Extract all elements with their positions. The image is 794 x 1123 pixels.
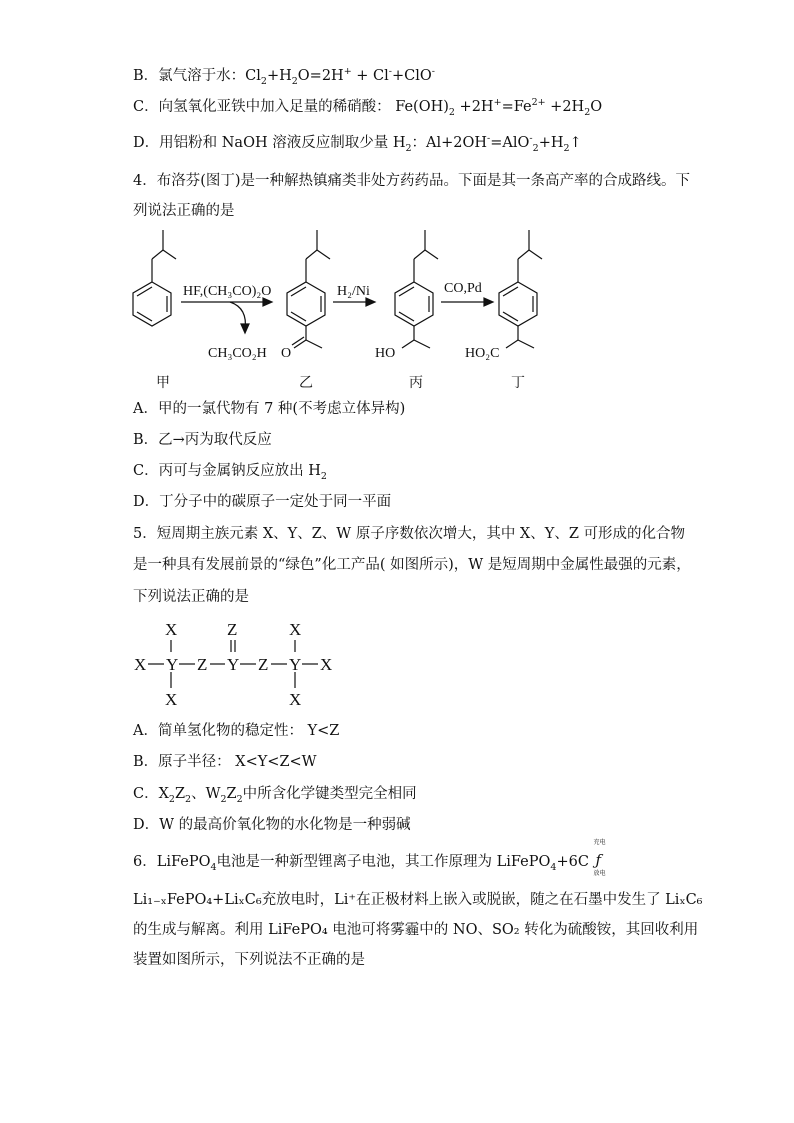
atom-x-bottom-right: X (289, 690, 302, 709)
q4-option-d: D．丁分子中的碳原子一定处于同一平面 (133, 494, 392, 510)
compound-structure-diagram (0, 612, 794, 712)
q4-stem-line1: 4．布洛芬(图丁)是一种解热镇痛类非处方药药品。下面是其一条高产率的合成路线。下 (133, 173, 691, 189)
charge-discharge-arrow: 充电 ƒ 放电 (593, 839, 606, 877)
atom-x-left: X (134, 655, 147, 674)
atom-x-top-left: X (165, 620, 178, 639)
q5-option-d: D．W 的最高价氧化物的水化物是一种弱碱 (133, 817, 411, 833)
q4-option-b: B．乙→丙为取代反应 (133, 432, 272, 448)
q5-option-a: A．简单氢化物的稳定性： Y<Z (133, 723, 340, 739)
q3-option-b: B．氯气溶于水：$Cl_2+H_2O=2H^+ + Cl^-+ClO^-$ (133, 66, 435, 87)
atom-y-3: Y (289, 655, 302, 674)
caption-ding: 丁 (511, 375, 525, 391)
q4-option-a: A．甲的一氯代物有 7 种(不考虑立体异构) (133, 401, 406, 417)
atom-x-bottom-left: X (165, 690, 178, 709)
q4-option-c: C．丙可与金属钠反应放出 $H_2$ (133, 463, 327, 482)
q5-option-b: B．原子半径： X<Y<Z<W (133, 754, 317, 770)
atom-z-1: Z (197, 655, 208, 674)
compound-ding-structure (499, 230, 542, 348)
q3-option-c: C．向氢氧化亚铁中加入足量的稀硝酸： $Fe(OH)_2 +2H^+=Fe^{2+} +2H_2O$ (133, 97, 603, 118)
compound-jia-structure (133, 230, 176, 326)
q5-option-c: C．$X_2Z_2$、$W_2Z_2$中所含化学键类型完全相同 (133, 786, 417, 805)
atom-x-right: X (320, 655, 333, 674)
atom-x-top-right: X (289, 620, 302, 639)
atom-y-1: Y (166, 655, 179, 674)
atom-z-top: Z (227, 620, 238, 639)
q6-stem-line4: 装置如图所示，下列说法不正确的是 (133, 952, 365, 968)
atom-y-2: Y (227, 655, 240, 674)
q5-stem-line2: 是一种具有发展前景的“绿色”化工产品( 如图所示)，W 是短周期中金属性最强的元素， (133, 557, 691, 573)
atom-z-2: Z (258, 655, 269, 674)
q6-stem-line1: 6．LiFePO$_4$电池是一种新型锂离子电池，其工作原理为 LiFePO$_4$+6C 充电 ƒ 放电 (133, 839, 606, 877)
reagent-hf-acetic-anhydride: HF,(CH₃CO)₂O (183, 284, 272, 299)
caption-yi: 乙 (299, 375, 313, 391)
q5-stem-line1: 5．短周期主族元素 X、Y、Z、W 原子序数依次增大，其中 X、Y、Z 可形成的化合物 (133, 526, 686, 542)
q3-option-d: D．用铝粉和 NaOH 溶液反应制取少量 $H_2$：$Al+2OH^-=AlO^-_2+H_2↑$ (133, 133, 582, 154)
q6-stem-line2: Li₁₋ₓFePO₄+LiₓC₆充放电时，Li⁺在正极材料上嵌入或脱嵌，随之在石墨中发生了 LiₓC₆ (133, 892, 703, 908)
atom-label-ho: HO (375, 346, 396, 361)
q6-stem-line3: 的生成与解离。利用 LiFePO₄ 电池可将雾霾中的 NO、SO₂ 转化为硫酸铵，其回收利用 (133, 922, 699, 938)
reagent-co-pd: CO,Pd (444, 281, 482, 296)
atom-label-o: O (281, 346, 292, 361)
caption-jia: 甲 (156, 375, 170, 391)
q4-stem-line2: 列说法正确的是 (133, 203, 235, 219)
caption-bing: 丙 (409, 375, 423, 391)
synthesis-scheme (0, 220, 794, 395)
compound-yi-structure (287, 230, 330, 348)
q5-stem-line3: 下列说法正确的是 (133, 589, 249, 605)
atom-label-ho2c: HO₂C (465, 346, 500, 361)
compound-bing-structure (395, 230, 438, 348)
reagent-h2-ni: H₂/Ni (337, 284, 370, 299)
byproduct-acetic-acid: CH₃CO₂H (208, 346, 267, 361)
